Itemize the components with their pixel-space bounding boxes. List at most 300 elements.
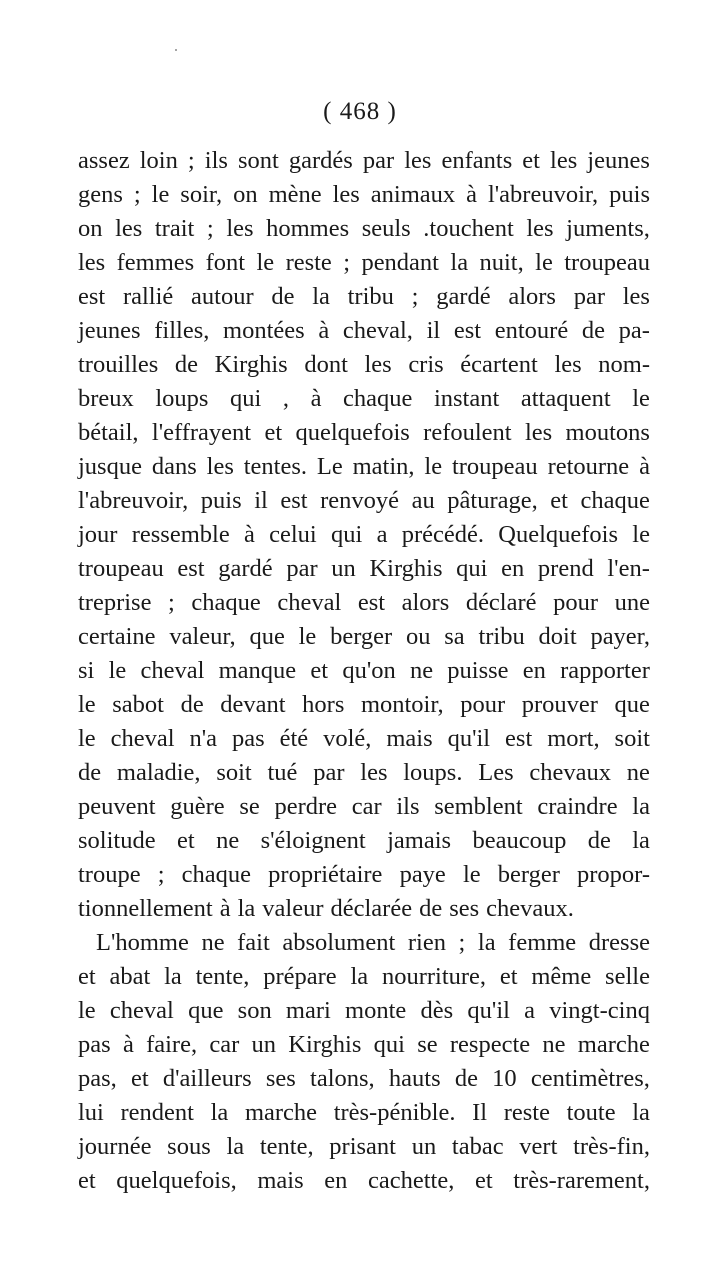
word: la [632, 827, 650, 854]
word: ; [168, 589, 175, 616]
word: ils [204, 147, 228, 174]
page-number: ( 468 ) [323, 98, 397, 125]
word: berger [330, 623, 393, 650]
word: ne [542, 1031, 566, 1058]
text-line [78, 1130, 650, 1164]
word: que [188, 997, 224, 1024]
word: il [254, 487, 268, 514]
word: ses [449, 895, 480, 922]
word: nourriture, [381, 963, 487, 990]
word: gens [78, 181, 123, 208]
word: par [362, 147, 395, 174]
word: de [180, 691, 204, 718]
word: on [78, 215, 103, 242]
word: Kirghis [288, 1031, 362, 1058]
text-line [78, 926, 650, 960]
word: par [573, 283, 605, 310]
word: très-pénible. [333, 1099, 456, 1126]
word: le [535, 249, 553, 276]
text-line [78, 586, 650, 620]
word: qui [456, 555, 488, 582]
word: entouré [494, 317, 569, 344]
word: est [505, 725, 533, 752]
word: alors [508, 283, 556, 310]
text-line [78, 1096, 650, 1130]
word: selle [605, 963, 650, 990]
word: Kirghis [214, 351, 288, 378]
word: la [477, 929, 496, 956]
word: se [239, 793, 260, 820]
word: le [424, 453, 443, 480]
word: de [454, 1065, 478, 1092]
word: l'abreuvoir, [78, 487, 189, 514]
text-line [78, 246, 650, 280]
word: à [122, 1031, 134, 1058]
word: dans [151, 453, 197, 480]
word: le [256, 249, 275, 276]
word: la [632, 1099, 650, 1126]
word: autour [191, 283, 254, 310]
word: pour [460, 691, 506, 718]
word: mais [386, 725, 433, 752]
word: chaque [580, 487, 650, 514]
word: jeunes [587, 147, 650, 174]
word: les [206, 453, 234, 480]
text-line [78, 790, 650, 824]
word: pendant [361, 249, 439, 276]
word: l'en- [607, 555, 650, 582]
text-line [78, 212, 650, 246]
word: prisant [329, 1133, 396, 1160]
word: prouver [521, 691, 598, 718]
word: paye [399, 861, 446, 888]
word: tionnellement [78, 895, 213, 922]
word: valeur, [169, 623, 236, 650]
word: propor- [577, 861, 650, 888]
word: est [280, 487, 308, 514]
word: sabot [112, 691, 164, 718]
word: le [462, 861, 481, 888]
text-line [78, 824, 650, 858]
word: par [286, 555, 318, 582]
word: filles, [154, 317, 210, 344]
word: solitude [78, 827, 156, 854]
word: même [531, 963, 592, 990]
word: et [78, 963, 96, 990]
word: celui [269, 521, 317, 548]
word: les [550, 147, 578, 174]
text-line [78, 1028, 650, 1062]
word: prend [537, 555, 594, 582]
word: ne [626, 759, 650, 786]
word: perdre [274, 793, 338, 820]
word: la [450, 249, 469, 276]
word: loups. [403, 759, 463, 786]
word: cheval [110, 725, 175, 752]
word: vingt-cinq [549, 997, 650, 1024]
word: dès [420, 997, 454, 1024]
word: il [426, 317, 441, 344]
text-line [78, 484, 650, 518]
text-line [78, 994, 650, 1028]
word: ; [133, 181, 141, 208]
word: qu'on [342, 657, 396, 684]
word: très-fin, [573, 1133, 650, 1160]
word: rien [407, 929, 446, 956]
word: dont [304, 351, 348, 378]
word: marche [577, 1031, 650, 1058]
word: jeunes [78, 317, 141, 344]
word: Quelquefois [498, 521, 619, 548]
word: tué [267, 759, 298, 786]
word: volé, [323, 725, 372, 752]
word: par [313, 759, 345, 786]
word: gardé [436, 283, 491, 310]
word: treprise [78, 589, 152, 616]
word: cheval [277, 589, 342, 616]
paper-speck [175, 49, 177, 51]
word: est [357, 589, 386, 616]
word: et [78, 1167, 96, 1194]
word: lui [78, 1099, 104, 1126]
word: monte [345, 997, 407, 1024]
text-line [78, 280, 650, 314]
word: devant [220, 691, 286, 718]
word: l'abreuvoir, [487, 181, 599, 208]
word: enfants [441, 147, 513, 174]
word: l'effrayent [151, 419, 252, 446]
word: si [78, 657, 95, 684]
word: bétail, [78, 419, 139, 446]
word: troupeau [451, 453, 538, 480]
word: montoir, [360, 691, 444, 718]
word: cachette, [367, 1167, 455, 1194]
word: ne [409, 657, 434, 684]
word: prépare [263, 963, 337, 990]
word: ; [411, 283, 419, 310]
word: jamais [387, 827, 452, 854]
word: faire, [146, 1031, 198, 1058]
word: car [351, 793, 382, 820]
word: quelquefois [295, 419, 410, 446]
word: à [318, 317, 330, 344]
word: moutons [565, 419, 650, 446]
word: tentes. [243, 453, 308, 480]
word: n'a [189, 725, 218, 752]
word: que [249, 623, 285, 650]
word: mari [285, 997, 331, 1024]
word: pas [78, 1031, 111, 1058]
word: et [550, 487, 568, 514]
word: loups [155, 385, 209, 412]
word: reste [503, 1099, 550, 1126]
word: nom- [598, 351, 650, 378]
word: tente, [195, 963, 250, 990]
word: quelquefois, [116, 1167, 237, 1194]
word: instant [433, 385, 500, 412]
word: chaque [181, 861, 252, 888]
word: qu'il [467, 997, 510, 1024]
word: manque [218, 657, 297, 684]
word: refoulent [423, 419, 512, 446]
text-line [78, 1062, 650, 1096]
word: seuls [361, 215, 411, 242]
word: hors [302, 691, 345, 718]
word: de [587, 827, 611, 854]
word: les [226, 215, 254, 242]
word: de [271, 283, 295, 310]
word: et [176, 827, 195, 854]
word: soir, [180, 181, 223, 208]
text-line [78, 348, 650, 382]
word: que [614, 691, 650, 718]
text-line [78, 314, 650, 348]
text-line [78, 688, 650, 722]
word: chaque [191, 589, 261, 616]
word: font [205, 249, 246, 276]
word: le [632, 521, 650, 548]
word: respecte [449, 1031, 531, 1058]
word: en [522, 657, 546, 684]
word: pour [553, 589, 599, 616]
word: pas [231, 725, 265, 752]
text-line [78, 416, 650, 450]
word: de [581, 317, 605, 344]
word: et [264, 419, 283, 446]
word: soit [216, 759, 252, 786]
word: alors [401, 589, 450, 616]
word: berger [497, 861, 560, 888]
word: ressemble [131, 521, 230, 548]
word: trait [154, 215, 195, 242]
word: doit [538, 623, 577, 650]
word: est [453, 317, 482, 344]
word: pas, [78, 1065, 117, 1092]
word: les [526, 215, 554, 242]
word: le [298, 623, 317, 650]
word: qu'il [447, 725, 491, 752]
word: Le [316, 453, 343, 480]
word: assez [78, 147, 130, 174]
word: pâturage, [447, 487, 538, 514]
word: ; [343, 249, 351, 276]
word: le [632, 385, 650, 412]
word: femme [508, 929, 577, 956]
word: les [622, 283, 650, 310]
word: 10 [492, 1065, 517, 1092]
word: se [417, 1031, 438, 1058]
word: ou [405, 623, 431, 650]
text-line [78, 960, 650, 994]
word: puisse [447, 657, 509, 684]
word: tribu [347, 283, 394, 310]
word: montées [223, 317, 305, 344]
word: puis [200, 487, 242, 514]
word: cheval [109, 997, 174, 1024]
word: ne [216, 827, 240, 854]
word: d'ailleurs [162, 1065, 252, 1092]
word: ; [458, 929, 466, 956]
word: nuit, [479, 249, 524, 276]
word: sont [237, 147, 279, 174]
word: le [78, 725, 96, 752]
word: s'éloignent [260, 827, 366, 854]
word: rallié [122, 283, 174, 310]
word: qui [230, 385, 262, 412]
word: un [411, 1133, 437, 1160]
word: hauts [388, 1065, 441, 1092]
word: beaucoup [472, 827, 567, 854]
word: et [310, 657, 329, 684]
word: à [219, 895, 231, 922]
word: tribu [478, 623, 525, 650]
word: les [332, 181, 360, 208]
word: toute [566, 1099, 616, 1126]
word: attaquent [520, 385, 611, 412]
word: un [331, 555, 356, 582]
word: certaine [78, 623, 156, 650]
word: car [209, 1031, 240, 1058]
word: femmes [116, 249, 195, 276]
word: cheval, [342, 317, 413, 344]
word: troupeau [78, 555, 164, 582]
word: les [78, 249, 106, 276]
word: absolument [282, 929, 396, 956]
word: rapporter [560, 657, 650, 684]
word: peuvent [78, 793, 156, 820]
word: on [233, 181, 258, 208]
text-line [78, 858, 650, 892]
word: ; [187, 147, 195, 174]
word: ; [206, 215, 214, 242]
text-line [78, 892, 650, 926]
word: la [226, 1133, 245, 1160]
word: , [282, 385, 290, 412]
word: à [466, 181, 477, 208]
text-line [78, 1164, 650, 1198]
word: chevaux [529, 759, 611, 786]
word: la [237, 895, 256, 922]
word: Kirghis [369, 555, 443, 582]
word: matin, [352, 453, 415, 480]
word: gardés [288, 147, 353, 174]
word: les [554, 351, 582, 378]
word: est [177, 555, 205, 582]
word: précédé. [401, 521, 484, 548]
word: troupeau [564, 249, 650, 276]
word: tabac [451, 1133, 504, 1160]
word: et [522, 147, 540, 174]
word: le [108, 657, 127, 684]
word: puis [609, 181, 650, 208]
word: tente, [259, 1133, 314, 1160]
text-line [78, 450, 650, 484]
text-line [78, 518, 650, 552]
word: cris [408, 351, 444, 378]
word: valeur [262, 895, 324, 922]
word: les [115, 215, 143, 242]
word: en [324, 1167, 348, 1194]
word: le [151, 181, 170, 208]
word: le [78, 691, 96, 718]
word: mais [257, 1167, 304, 1194]
text-line [78, 756, 650, 790]
word: L'homme [96, 929, 189, 956]
word: la [164, 963, 182, 990]
word: breux [78, 385, 134, 412]
word: payer, [590, 623, 650, 650]
word: ils [396, 793, 420, 820]
word: la [632, 793, 650, 820]
word: à [243, 521, 255, 548]
word: cheval [140, 657, 205, 684]
word: Il [472, 1099, 488, 1126]
word: les [364, 351, 392, 378]
word: et [499, 963, 518, 990]
word: à [310, 385, 322, 412]
word: loin [139, 147, 178, 174]
word: renvoyé [320, 487, 400, 514]
word: les [360, 759, 388, 786]
word: la [350, 963, 369, 990]
word: guère [170, 793, 225, 820]
word: pa- [618, 317, 650, 344]
word: ; [157, 861, 165, 888]
word: de [419, 895, 443, 922]
word: hommes [266, 215, 350, 242]
word: écartent [460, 351, 538, 378]
word: sa [444, 623, 465, 650]
word: a [376, 521, 388, 548]
word: sous [167, 1133, 211, 1160]
word: reste [285, 249, 332, 276]
word: de [174, 351, 199, 378]
word: le [78, 997, 96, 1024]
word: qui [331, 521, 363, 548]
word: la [312, 283, 330, 310]
word: été [279, 725, 309, 752]
word: animaux [370, 181, 456, 208]
text-line [78, 144, 650, 178]
word: de [78, 759, 102, 786]
text-line [78, 654, 650, 688]
word: propriétaire [268, 861, 383, 888]
word: trouilles [78, 351, 159, 378]
word: chevaux. [486, 895, 574, 922]
body-text [78, 144, 650, 1198]
word: les [404, 147, 432, 174]
word: en [501, 555, 525, 582]
word: maladie, [116, 759, 201, 786]
word: gardé [218, 555, 273, 582]
word: fait [237, 929, 270, 956]
word: mort, [547, 725, 600, 752]
word: troupe [78, 861, 141, 888]
word: et [474, 1167, 493, 1194]
word: est [78, 283, 106, 310]
word: un [251, 1031, 277, 1058]
word: soit [614, 725, 650, 752]
word: a [524, 997, 536, 1024]
word: et [131, 1065, 149, 1092]
word: déclaré [465, 589, 537, 616]
text-line [78, 382, 650, 416]
word: une [614, 589, 650, 616]
word: dresse [588, 929, 650, 956]
word: craindre [537, 793, 618, 820]
word: très-rarement, [513, 1167, 650, 1194]
word: abat [109, 963, 151, 990]
